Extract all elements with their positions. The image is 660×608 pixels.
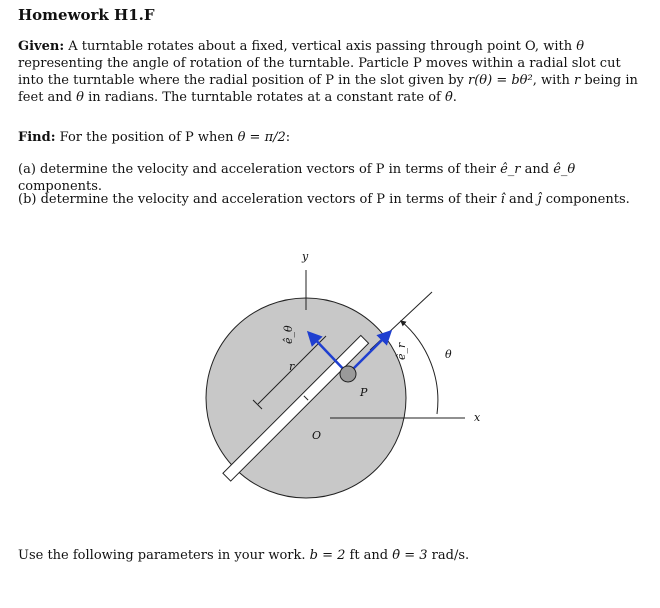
- e-theta-label: ê_θ: [282, 325, 295, 344]
- e-r-label: ê_r: [395, 342, 408, 360]
- parameters-line: Use the following parameters in your work. b = 2 ft and θ̇ = 3 rad/s.: [18, 548, 470, 563]
- page-title: Homework H1.F: [18, 6, 155, 24]
- turntable-diagram: [0, 240, 660, 540]
- part-a: (a) determine the velocity and acceleration vectors of P in terms of their ê_r and ê_θ components.: [18, 162, 576, 194]
- part-b: (b) determine the velocity and acceleration vectors of P in terms of their î and ĵ components.: [18, 192, 630, 207]
- particle-p: [340, 366, 356, 382]
- theta-label: θ: [445, 348, 452, 361]
- origin-label: O: [312, 429, 322, 442]
- turntable-figure: [0, 240, 660, 540]
- x-axis-label: x: [474, 411, 481, 424]
- find-label: Find:: [18, 130, 56, 145]
- given-label: Given:: [18, 39, 65, 54]
- find-paragraph: Find: For the position of P when θ = π/2:: [18, 130, 291, 145]
- given-paragraph: Given: A turntable rotates about a fixed, vertical axis passing through point O, with θ representing the angle of rotation of the turntable. Particle P moves within a radial slot cut into the turntable where the radial position of P in the slot given by r(θ) = bθ², with r being in feet and θ in radians. The turntable rotates at a constant rate of θ̇.: [18, 39, 638, 105]
- r-label: r: [289, 360, 295, 373]
- particle-p-label: P: [360, 386, 368, 399]
- theta-arc: [401, 321, 438, 414]
- y-axis-label: y: [302, 250, 309, 263]
